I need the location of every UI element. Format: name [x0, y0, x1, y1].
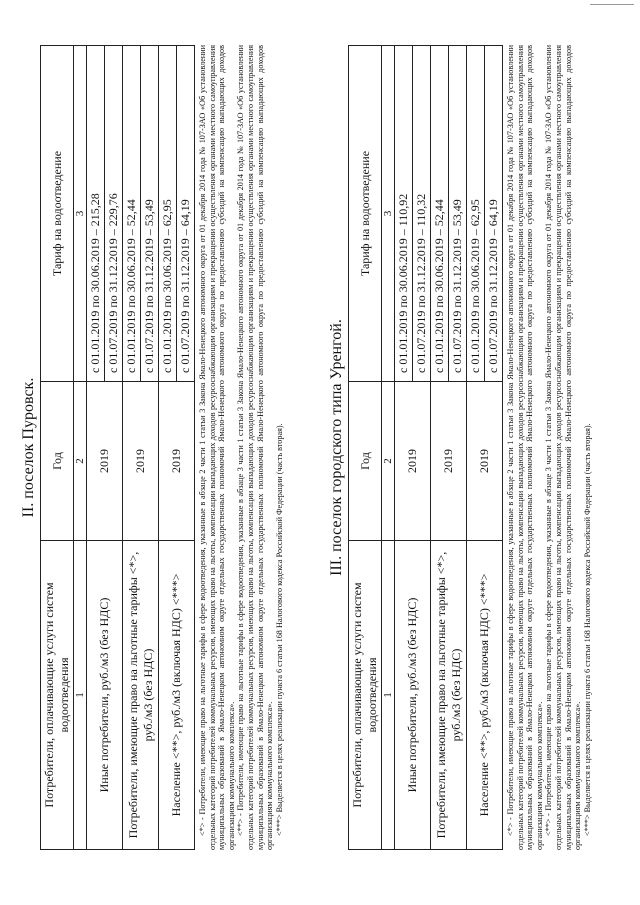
consumer-cell: Население <**>, руб./м3 (включая НДС) <***> [467, 541, 503, 850]
footnote: <*> - Потребители, имеющие право на льготные тарифы в сфере водоотведения, указанные в абзаце 2 части 1 статьи 3 Закона Ямало-Ненецкого автономного округа от 01 декабря 2014 года № 107-ЗАО «Об установлении отдельных категорий потребителей коммунальных ресурсов, имеющих право на льготы, компенсации выпадающих доходов ресурсоснабжающим организациям и прекращении осуществления органами местного самоуправления муниципальных образований в Ямало-Ненецком автономном округе отдельных государственных полномочий Ямало-Ненецкого автономного округа по предоставлению субсидий на компенсацию выпадающих доходов организациям коммунального комплекса». [506, 45, 544, 850]
year-cell: 2019 [123, 382, 159, 541]
table-row [87, 46, 105, 850]
tariff-table [348, 45, 503, 850]
table-header-row [41, 46, 74, 850]
column-number: 1 [382, 541, 395, 850]
tariff-cell: с 01.01.2019 по 30.06.2019 – 110,92 [395, 46, 413, 382]
tariff-cell: с 01.07.2019 по 31.12.2019 – 64,19 [485, 46, 503, 382]
tariff-cell: с 01.07.2019 по 31.12.2019 – 53,49 [449, 46, 467, 382]
consumer-cell: Потребители, имеющие право на льготные тарифы <*>, руб./м3 (без НДС) [123, 541, 159, 850]
section-urengoy [328, 45, 592, 850]
tariff-cell: с 01.07.2019 по 31.12.2019 – 229,76 [105, 46, 123, 382]
tariff-cell: с 01.07.2019 по 31.12.2019 – 64,19 [177, 46, 195, 382]
consumer-cell: Потребители, имеющие право на льготные тарифы <*>, руб./м3 (без НДС) [431, 541, 467, 850]
table-header-row [349, 46, 382, 850]
consumer-cell: Иные потребители, руб./м3 (без НДС) [395, 541, 431, 850]
tariff-cell: с 01.01.2019 по 30.06.2019 – 52,44 [431, 46, 449, 382]
year-cell: 2019 [87, 382, 123, 541]
column-number: 3 [74, 46, 87, 382]
year-cell: 2019 [431, 382, 467, 541]
table-row [431, 46, 449, 850]
footnote: <**> - Потребители, имеющие право на льготные тарифы в сфере водоотведения, указанные в абзаце 3 части 1 статьи 3 Закона Ямало-Ненецкого автономного округа от 01 декабря 2014 года № 107-ЗАО «Об установлении отдельных категорий потребителей коммунальных ресурсов, имеющих право на льготы, компенсации выпадающих доходов ресурсоснабжающим организациям и прекращении осуществления органами местного самоуправления муниципальных образований в Ямало-Ненецком автономном округе отдельных государственных полномочий Ямало-Ненецкого автономного округа по предоставлению субсидий на компенсацию выпадающих доходов организациям коммунального комплекса». [236, 45, 275, 850]
footnote: <*> - Потребители, имеющие право на льготные тарифы в сфере водоотведения, указанные в абзаце 2 части 1 статьи 3 Закона Ямало-Ненецкого автономного округа от 01 декабря 2014 года № 107-ЗАО «Об установлении отдельных категорий потребителей коммунальных ресурсов, имеющих право на льготы, компенсации выпадающих доходов ресурсоснабжающим организациям и прекращении осуществления органами местного самоуправления муниципальных образований в Ямало-Ненецком автономном округе отдельных государственных полномочий Ямало-Ненецкого автономного округа по предоставлению субсидий на компенсацию выпадающих доходов организациям коммунального комплекса». [198, 45, 236, 850]
tariff-table [40, 45, 195, 850]
footnotes [506, 45, 592, 850]
tariff-cell: с 01.07.2019 по 31.12.2019 – 110,32 [413, 46, 431, 382]
footnote: <**> - Потребители, имеющие право на льготные тарифы в сфере водоотведения, указанные в абзаце 3 части 1 статьи 3 Закона Ямало-Ненецкого автономного округа от 01 декабря 2014 года № 107-ЗАО «Об установлении отдельных категорий потребителей коммунальных ресурсов, имеющих право на льготы, компенсации выпадающих доходов ресурсоснабжающим организациям и прекращении осуществления органами местного самоуправления муниципальных образований в Ямало-Ненецком автономном округе отдельных государственных полномочий Ямало-Ненецкого автономного округа по предоставлению субсидий на компенсацию выпадающих доходов организациям коммунального комплекса». [544, 45, 583, 850]
tariff-cell: с 01.07.2019 по 31.12.2019 – 53,49 [141, 46, 159, 382]
footnotes [198, 45, 284, 850]
table-row [123, 46, 141, 850]
header-consumers: Потребители, оплачивающие услуги систем водоотведения [349, 541, 382, 850]
footnote: <***> Выделяется в целях реализации пункта 6 статьи 168 Налогового кодекса Российской Федерации (часть вторая). [274, 423, 284, 836]
section-title: III. поселок городского типа Уренгой. [328, 319, 345, 576]
year-cell: 2019 [467, 382, 503, 541]
table-row [395, 46, 413, 850]
column-number-row [382, 46, 395, 850]
tariff-cell: с 01.01.2019 по 30.06.2019 – 62,95 [159, 46, 177, 382]
header-year: Год [349, 382, 382, 541]
header-consumers: Потребители, оплачивающие услуги систем водоотведения [41, 541, 74, 850]
table-row [467, 46, 485, 850]
section-title: II. поселок Пуровск. [20, 377, 37, 518]
column-number-row [74, 46, 87, 850]
consumer-cell: Население <**>, руб./м3 (включая НДС) <***> [159, 541, 195, 850]
header-year: Год [41, 382, 74, 541]
consumer-cell: Иные потребители, руб./м3 (без НДС) [87, 541, 123, 850]
column-number: 2 [382, 382, 395, 541]
header-tariff: Тариф на водоотведение [349, 46, 382, 382]
table-row [159, 46, 177, 850]
year-cell: 2019 [159, 382, 195, 541]
tariff-cell: с 01.01.2019 по 30.06.2019 – 52,44 [123, 46, 141, 382]
tariff-cell: с 01.01.2019 по 30.06.2019 – 215,28 [87, 46, 105, 382]
section-purovsk [20, 45, 284, 850]
header-tariff: Тариф на водоотведение [41, 46, 74, 382]
column-number: 2 [74, 382, 87, 541]
tariff-cell: с 01.01.2019 по 30.06.2019 – 62,95 [467, 46, 485, 382]
column-number: 3 [382, 46, 395, 382]
column-number: 1 [74, 541, 87, 850]
footnote: <***> Выделяется в целях реализации пункта 6 статьи 168 Налогового кодекса Российской Федерации (часть вторая). [582, 423, 592, 836]
year-cell: 2019 [395, 382, 431, 541]
